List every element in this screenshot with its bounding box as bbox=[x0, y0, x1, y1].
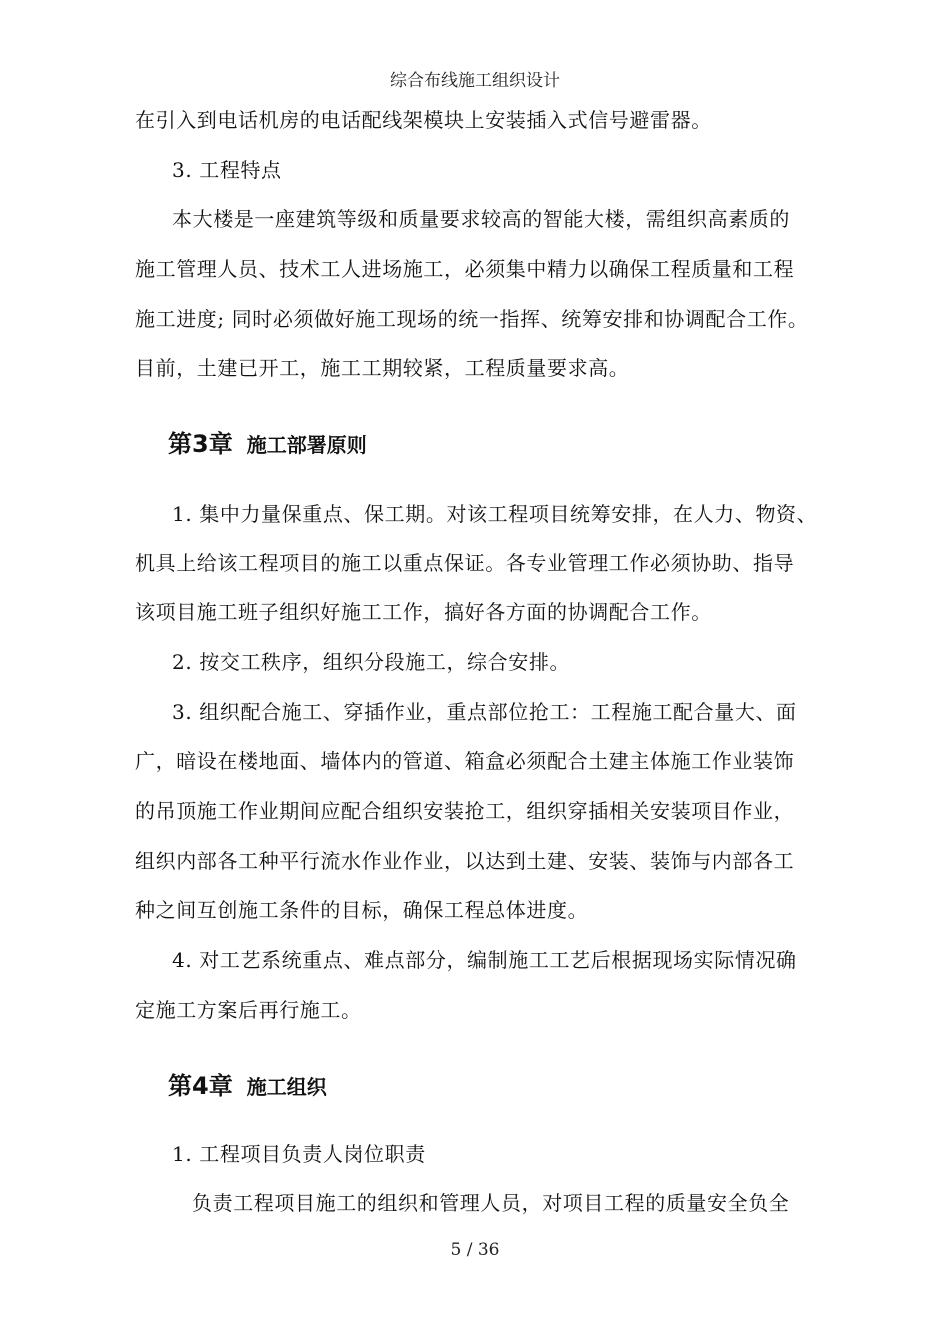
chapter-heading bbox=[168, 1066, 327, 1101]
body-line: 机具上给该工程项目的施工以重点保证。各专业管理工作必须协助、指导 bbox=[135, 551, 795, 575]
chapter-title: 施工组织 bbox=[246, 1075, 327, 1099]
current-page: 5 bbox=[450, 1240, 462, 1260]
body-line: 在引入到电话机房的电话配线架模块上安装插入式信号避雷器。 bbox=[135, 108, 712, 132]
section-heading: 1. 工程项目负责人岗位职责 bbox=[172, 1142, 426, 1166]
body-line: 的吊顶施工作业期间应配合组织安装抢工，组织穿插相关安装项目作业， bbox=[135, 799, 795, 823]
body-line: 该项目施工班子组织好施工工作，搞好各方面的协调配合工作。 bbox=[135, 600, 712, 624]
body-line: 4. 对工艺系统重点、难点部分，编制施工工艺后根据现场实际情况确 bbox=[172, 948, 797, 972]
page-number bbox=[0, 1240, 950, 1260]
chapter-title: 施工部署原则 bbox=[246, 433, 367, 457]
body-line: 定施工方案后再行施工。 bbox=[135, 998, 362, 1022]
chapter-number: 第4章 bbox=[168, 1072, 233, 1100]
running-header: 综合布线施工组织设计 bbox=[390, 71, 560, 91]
body-line: 3. 组织配合施工、穿插作业，重点部位抢工：工程施工配合量大、面 bbox=[172, 700, 797, 724]
body-line: 种之间互创施工条件的目标，确保工程总体进度。 bbox=[135, 898, 589, 922]
body-line: 本大楼是一座建筑等级和质量要求较高的智能大楼，需组织高素质的 bbox=[172, 207, 790, 231]
body-line: 2. 按交工秩序，组织分段施工，综合安排。 bbox=[172, 650, 571, 674]
body-line: 负责工程项目施工的组织和管理人员，对项目工程的质量安全负全 bbox=[192, 1191, 790, 1215]
body-line: 施工管理人员、技术工人进场施工，必须集中精力以确保工程质量和工程 bbox=[135, 257, 795, 281]
total-pages: / 36 bbox=[466, 1240, 500, 1260]
body-line: 1. 集中力量保重点、保工期。对该工程项目统筹安排，在人力、物资、 bbox=[172, 502, 818, 526]
body-line: 广，暗设在楼地面、墙体内的管道、箱盒必须配合土建主体施工作业装饰 bbox=[135, 749, 795, 773]
body-line: 施工进度; 同时必须做好施工现场的统一指挥、统筹安排和协调配合工作。 bbox=[135, 307, 809, 331]
body-line: 目前，土建已开工，施工工期较紧，工程质量要求高。 bbox=[135, 356, 630, 380]
chapter-number: 第3章 bbox=[168, 430, 233, 458]
chapter-heading bbox=[168, 424, 367, 459]
body-line: 组织内部各工种平行流水作业作业，以达到土建、安装、装饰与内部各工 bbox=[135, 849, 795, 873]
section-heading: 3. 工程特点 bbox=[172, 158, 282, 182]
